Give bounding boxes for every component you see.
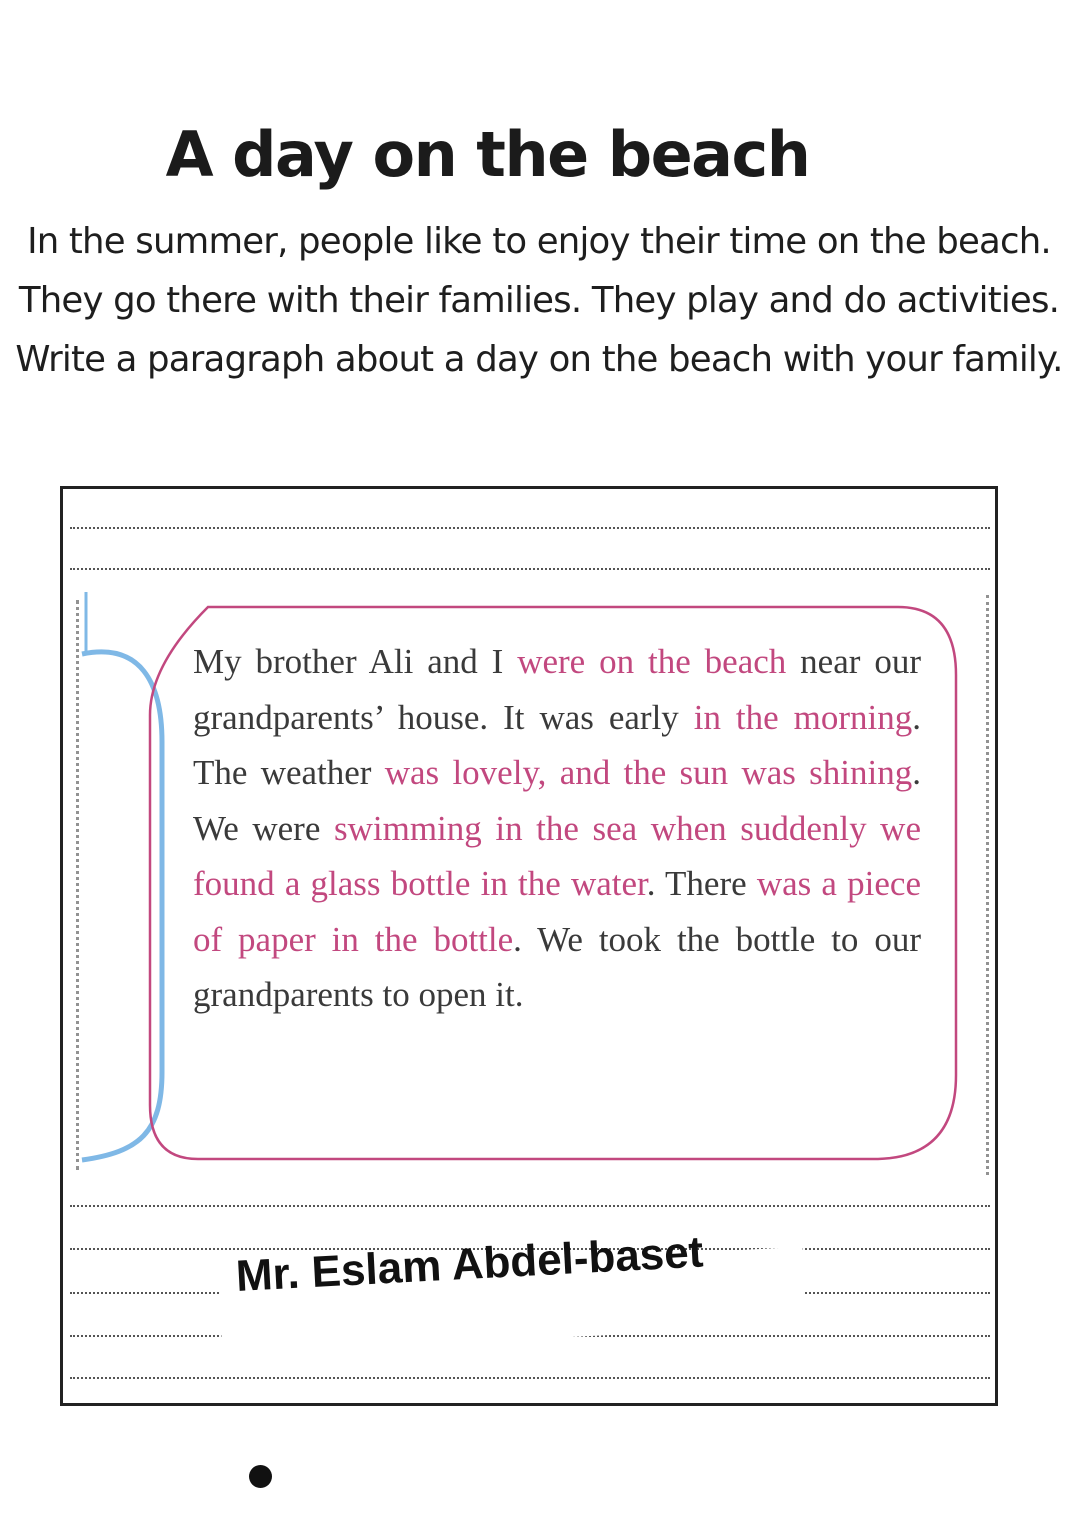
- writing-line: [70, 527, 990, 529]
- highlighted-phrase: were on the beach: [517, 642, 787, 681]
- page-title: A day on the beach: [165, 118, 810, 191]
- sample-paragraph: [193, 634, 921, 1023]
- writing-line: [70, 568, 990, 570]
- plain-phrase: near our grandparents’ house. It was early: [193, 642, 921, 737]
- writing-line: [70, 1377, 990, 1379]
- margin-dots-left: [76, 600, 79, 1170]
- writing-line: [70, 1205, 990, 1207]
- highlighted-phrase: was lovely, and the sun was shining: [384, 753, 913, 792]
- instructions-paragraph: In the summer, people like to enjoy their time on the beach. They go there with their families. They play and do activities. Write a paragraph about a day on the beach with your family.: [15, 221, 1063, 380]
- highlighted-phrase: swimming in the sea when suddenly we found a glass bottle in the water: [193, 808, 921, 903]
- highlighted-phrase: was a piece of paper in the bottle: [193, 864, 921, 959]
- plain-phrase: . We took the bottle to our grandparents to open it.: [193, 919, 921, 1014]
- author-signature: Mr. Eslam Abdel-baset: [234, 1227, 705, 1301]
- bullet-dot: [249, 1465, 272, 1488]
- margin-dots-right: [986, 595, 989, 1175]
- plain-phrase: . There: [646, 864, 757, 903]
- plain-phrase: My brother Ali and I: [193, 642, 518, 681]
- highlighted-phrase: in the morning: [693, 697, 913, 737]
- plain-phrase: . We were: [193, 753, 921, 848]
- plain-phrase: . The weather: [193, 697, 921, 792]
